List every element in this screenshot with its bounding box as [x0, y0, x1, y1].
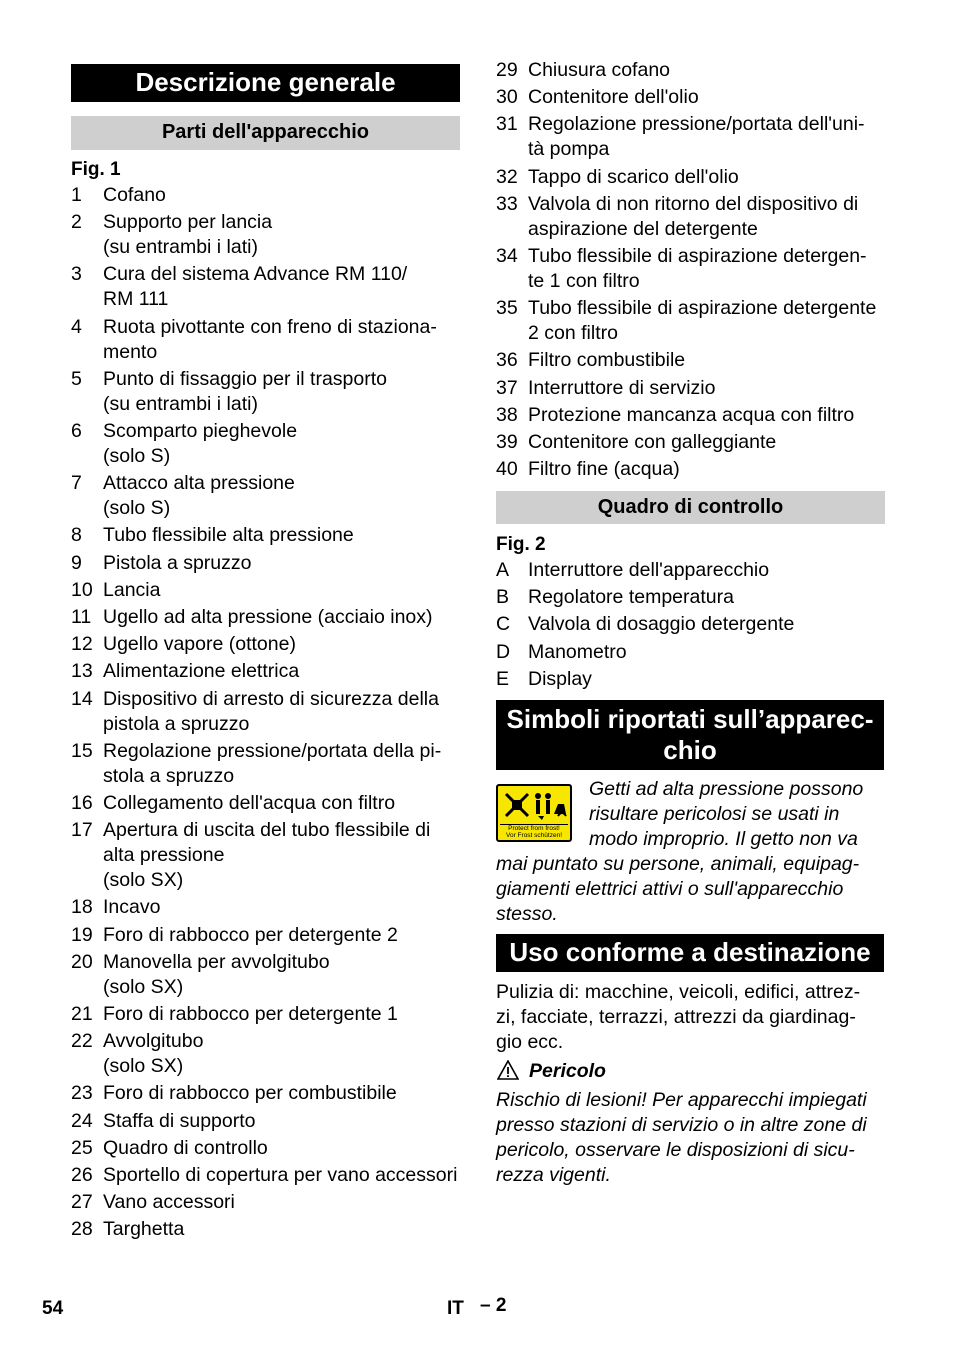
list-item-line: Valvola di dosaggio detergente	[528, 613, 795, 636]
list-item-number: 7	[71, 472, 82, 495]
list-item-number: 22	[71, 1030, 93, 1053]
list-item-number: 35	[496, 297, 518, 320]
list-item-line: Dispositivo di arresto di sicurezza della	[103, 687, 439, 710]
list-item-number: 38	[496, 403, 518, 426]
protect-from-frost-symbol	[496, 784, 572, 842]
list-item-number: 36	[496, 349, 518, 372]
list-item-line: 2 con filtro	[528, 322, 618, 345]
list-item-text	[528, 612, 794, 637]
section-heading-descrizione: Descrizione generale	[71, 64, 460, 102]
danger-text-1: Rischio di lesioni! Per apparecchi impiegati	[496, 1089, 867, 1111]
list-item-number: 1	[71, 184, 82, 206]
symbol-text-1: Getti ad alta pressione possono	[589, 778, 864, 800]
list-item-number: 8	[71, 524, 82, 547]
list-item-text	[528, 58, 670, 83]
list-item-line: Tappo di scarico dell'olio	[528, 165, 739, 188]
list-item-number: 18	[71, 896, 93, 919]
language-code: IT	[447, 1298, 464, 1319]
subheading-parti: Parti dell'apparecchio	[71, 116, 460, 150]
list-item-text	[103, 659, 299, 684]
list-item-text	[103, 791, 395, 816]
list-item-text	[103, 1002, 398, 1027]
list-item-line: Interruttore di servizio	[528, 376, 716, 399]
list-item-line: Ugello ad alta pressione (acciaio inox)	[103, 606, 433, 628]
list-item-line: Manometro	[528, 640, 627, 663]
list-item-number: 39	[496, 431, 518, 453]
list-item-line: Ruota pivottante con freno di staziona-	[103, 315, 437, 338]
list-item-text	[103, 923, 398, 948]
list-item-text	[528, 244, 867, 294]
list-item-line: tà pompa	[528, 138, 610, 161]
list-item-line: Tubo flessibile alta pressione	[103, 524, 354, 547]
list-item-text	[103, 367, 387, 417]
list-item-number: 15	[71, 739, 93, 762]
list-item-line: Foro di rabbocco per combustibile	[103, 1082, 397, 1105]
list-item-text	[103, 1081, 397, 1106]
list-item-text	[103, 632, 296, 657]
list-item-line: Regolazione pressione/portata dell'uni-	[528, 113, 865, 136]
list-item-text	[103, 818, 430, 893]
list-item-text	[103, 419, 297, 469]
symbols-heading-line-1: Simboli riportati sull’apparec-	[506, 704, 874, 734]
list-item-line: (su entrambi i lati)	[103, 236, 258, 259]
list-item-text	[528, 296, 876, 346]
list-item-line: Apertura di uscita del tubo flessibile di	[103, 819, 431, 842]
subheading-quadro: Quadro di controllo	[496, 491, 885, 524]
list-item-text	[103, 895, 160, 920]
list-item-line: Tubo flessibile di aspirazione detergente	[528, 297, 877, 320]
list-item-text	[528, 558, 769, 583]
list-item-line: Avvolgitubo	[103, 1030, 204, 1053]
list-item-text	[103, 551, 252, 576]
list-item-line: Foro di rabbocco per detergente 1	[103, 1003, 398, 1025]
list-item-number: 5	[71, 367, 82, 390]
list-item-line: Sportello di copertura per vano accessori	[103, 1164, 458, 1186]
list-item-line: Ugello vapore (ottone)	[103, 633, 296, 656]
list-item-number: 26	[71, 1164, 93, 1186]
list-item-line: (solo SX)	[103, 975, 184, 998]
list-item-text	[528, 192, 858, 242]
list-item-text	[103, 262, 407, 312]
symbol-text-5: giamenti elettrici attivi o sull'apparecchio	[496, 878, 844, 900]
list-item-number: 21	[71, 1003, 93, 1025]
list-item-number: 13	[71, 660, 93, 683]
list-item-line: Collegamento dell'acqua con filtro	[103, 792, 396, 814]
list-item-line: Manovella per avvolgitubo	[103, 950, 330, 973]
list-item-number: 17	[71, 819, 93, 842]
list-item-number: 33	[496, 192, 518, 215]
list-item-number: 28	[71, 1218, 93, 1241]
sub-page-number: – 2	[480, 1295, 507, 1316]
list-item-line: Contenitore con galleggiante	[528, 431, 777, 453]
list-item-line: Regolazione pressione/portata della pi-	[103, 739, 442, 762]
list-item-text	[528, 165, 739, 190]
list-item-text	[103, 739, 441, 789]
list-item-text	[103, 1163, 457, 1188]
list-item-number: 9	[71, 551, 82, 574]
list-item-number: 32	[496, 165, 518, 188]
list-item-text	[103, 578, 160, 603]
list-item-line: Tubo flessibile di aspirazione detergen-	[528, 245, 867, 267]
symbol-label-1: Protect from frost!	[508, 825, 560, 832]
list-item-text	[103, 315, 437, 365]
list-item-text	[528, 85, 699, 110]
list-item-line: Contenitore dell'olio	[528, 86, 699, 109]
list-item-number: A	[496, 559, 510, 581]
list-item-number: 30	[496, 86, 518, 109]
list-item-number: 16	[71, 792, 93, 814]
section-heading-uso: Uso conforme a destinazione	[496, 934, 884, 972]
list-item-text	[528, 667, 592, 692]
list-item-line: Pistola a spruzzo	[103, 551, 252, 574]
list-item-number: 6	[71, 420, 82, 442]
danger-text-4: rezza vigenti.	[496, 1164, 611, 1186]
list-item-number: 37	[496, 376, 518, 399]
list-item-number: B	[496, 586, 510, 609]
list-item-number: 29	[496, 59, 518, 81]
list-item-line: stola a spruzzo	[103, 764, 235, 787]
list-item-line: Regolatore temperatura	[528, 586, 734, 609]
symbol-text-4: mai puntato su persone, animali, equipag-	[496, 853, 860, 875]
list-item-line: Attacco alta pressione	[103, 472, 295, 495]
list-item-number: 34	[496, 245, 518, 267]
list-item-line: Valvola di non ritorno del dispositivo di	[528, 192, 859, 215]
list-item-number: 11	[71, 606, 92, 628]
list-item-number: 12	[71, 633, 93, 656]
list-item-line: Supporto per lancia	[103, 211, 273, 234]
list-item-line: Cofano	[103, 184, 166, 206]
list-item-text	[528, 640, 627, 665]
list-item-line: (solo S)	[103, 497, 171, 520]
list-item-number: 23	[71, 1082, 93, 1105]
danger-label: Pericolo	[529, 1060, 606, 1082]
list-item-text	[528, 457, 680, 482]
list-item-text	[103, 1109, 256, 1134]
symbol-text-3: modo improprio. Il getto non va	[589, 828, 858, 850]
use-text-2: zi, facciate, terrazzi, attrezzi da giardinag-	[496, 1006, 856, 1028]
list-item-line: te 1 con filtro	[528, 270, 640, 292]
symbol-text-6: stesso.	[496, 903, 558, 925]
list-item-line: RM 111	[103, 288, 169, 311]
list-item-number: 25	[71, 1136, 93, 1159]
list-item-text	[103, 605, 433, 630]
list-item-line: Targhetta	[103, 1218, 185, 1241]
list-item-text	[528, 112, 865, 162]
list-item-line: Cura del sistema Advance RM 110/	[103, 263, 408, 286]
list-item-line: alta pressione	[103, 844, 225, 867]
danger-text-3: pericolo, osservare le disposizioni di sicu-	[496, 1139, 855, 1161]
list-item-line: Incavo	[103, 896, 161, 919]
list-item-text	[528, 403, 854, 428]
list-item-number: D	[496, 640, 511, 663]
list-item-text	[103, 1136, 268, 1161]
fig-label-2: Fig. 2	[496, 534, 546, 555]
list-item-text	[528, 585, 734, 610]
list-item-number: 31	[496, 113, 518, 136]
list-item-text	[103, 471, 295, 521]
list-item-text	[103, 950, 330, 1000]
list-item-number: 24	[71, 1109, 93, 1132]
list-item-line: Interruttore dell'apparecchio	[528, 559, 770, 581]
list-item-number: 14	[71, 687, 93, 710]
list-item-number: C	[496, 613, 511, 636]
list-item-line: aspirazione del detergente	[528, 217, 758, 240]
symbols-heading-line-2: chio	[663, 735, 717, 765]
list-item-line: (solo SX)	[103, 1055, 184, 1078]
list-item-text	[528, 348, 685, 373]
list-item-line: (solo S)	[103, 445, 171, 467]
list-item-line: mento	[103, 340, 158, 363]
list-item-line: Filtro combustibile	[528, 349, 686, 372]
list-item-text	[103, 1217, 184, 1242]
list-item-number: 20	[71, 950, 93, 973]
use-text-1: Pulizia di: macchine, veicoli, edifici, attrez-	[496, 981, 861, 1003]
list-item-line: (solo SX)	[103, 869, 184, 892]
symbol-text-2: risultare pericolosi se usati in	[589, 803, 840, 825]
warning-pictogram-icon	[498, 788, 570, 824]
list-item-line: Vano accessori	[103, 1191, 235, 1214]
list-item-line: Punto di fissaggio per il trasporto	[103, 367, 387, 390]
list-item-number: 19	[71, 923, 93, 946]
list-item-text	[103, 183, 166, 208]
list-item-text	[103, 523, 354, 548]
list-item-line: Scomparto pieghevole	[103, 420, 298, 442]
list-item-number: 2	[71, 211, 82, 234]
list-item-text	[528, 376, 716, 401]
list-item-number: 10	[71, 578, 93, 601]
list-item-line: Display	[528, 667, 592, 690]
list-item-number: 4	[71, 315, 82, 338]
list-item-line: pistola a spruzzo	[103, 712, 250, 735]
list-item-line: Alimentazione elettrica	[103, 660, 300, 683]
list-item-number: 40	[496, 458, 518, 481]
list-item-number: 27	[71, 1191, 93, 1214]
page-number: 54	[42, 1298, 64, 1319]
use-text-3: gio ecc.	[496, 1031, 564, 1053]
danger-warning-icon	[497, 1060, 519, 1085]
list-item-line: Foro di rabbocco per detergente 2	[103, 923, 398, 946]
list-item-line: Filtro fine (acqua)	[528, 458, 680, 481]
list-item-line: Staffa di supporto	[103, 1109, 256, 1132]
symbol-label-2: Vor Frost schützen!	[506, 832, 562, 839]
list-item-line: Chiusura cofano	[528, 59, 671, 81]
list-item-line: Quadro di controllo	[103, 1136, 268, 1159]
section-heading-simboli	[496, 700, 884, 770]
list-item-number: 3	[71, 263, 82, 286]
list-item-text	[103, 1190, 235, 1215]
list-item-line: (su entrambi i lati)	[103, 392, 258, 415]
list-item-line: Lancia	[103, 578, 161, 601]
danger-text-2: presso stazioni di servizio o in altre zone di	[496, 1114, 867, 1136]
list-item-number: E	[496, 667, 510, 690]
fig-label-1: Fig. 1	[71, 159, 121, 180]
list-item-text	[103, 1029, 203, 1079]
list-item-text	[103, 210, 272, 260]
list-item-text	[528, 430, 776, 455]
list-item-text	[103, 687, 439, 737]
list-item-line: Protezione mancanza acqua con filtro	[528, 403, 855, 426]
